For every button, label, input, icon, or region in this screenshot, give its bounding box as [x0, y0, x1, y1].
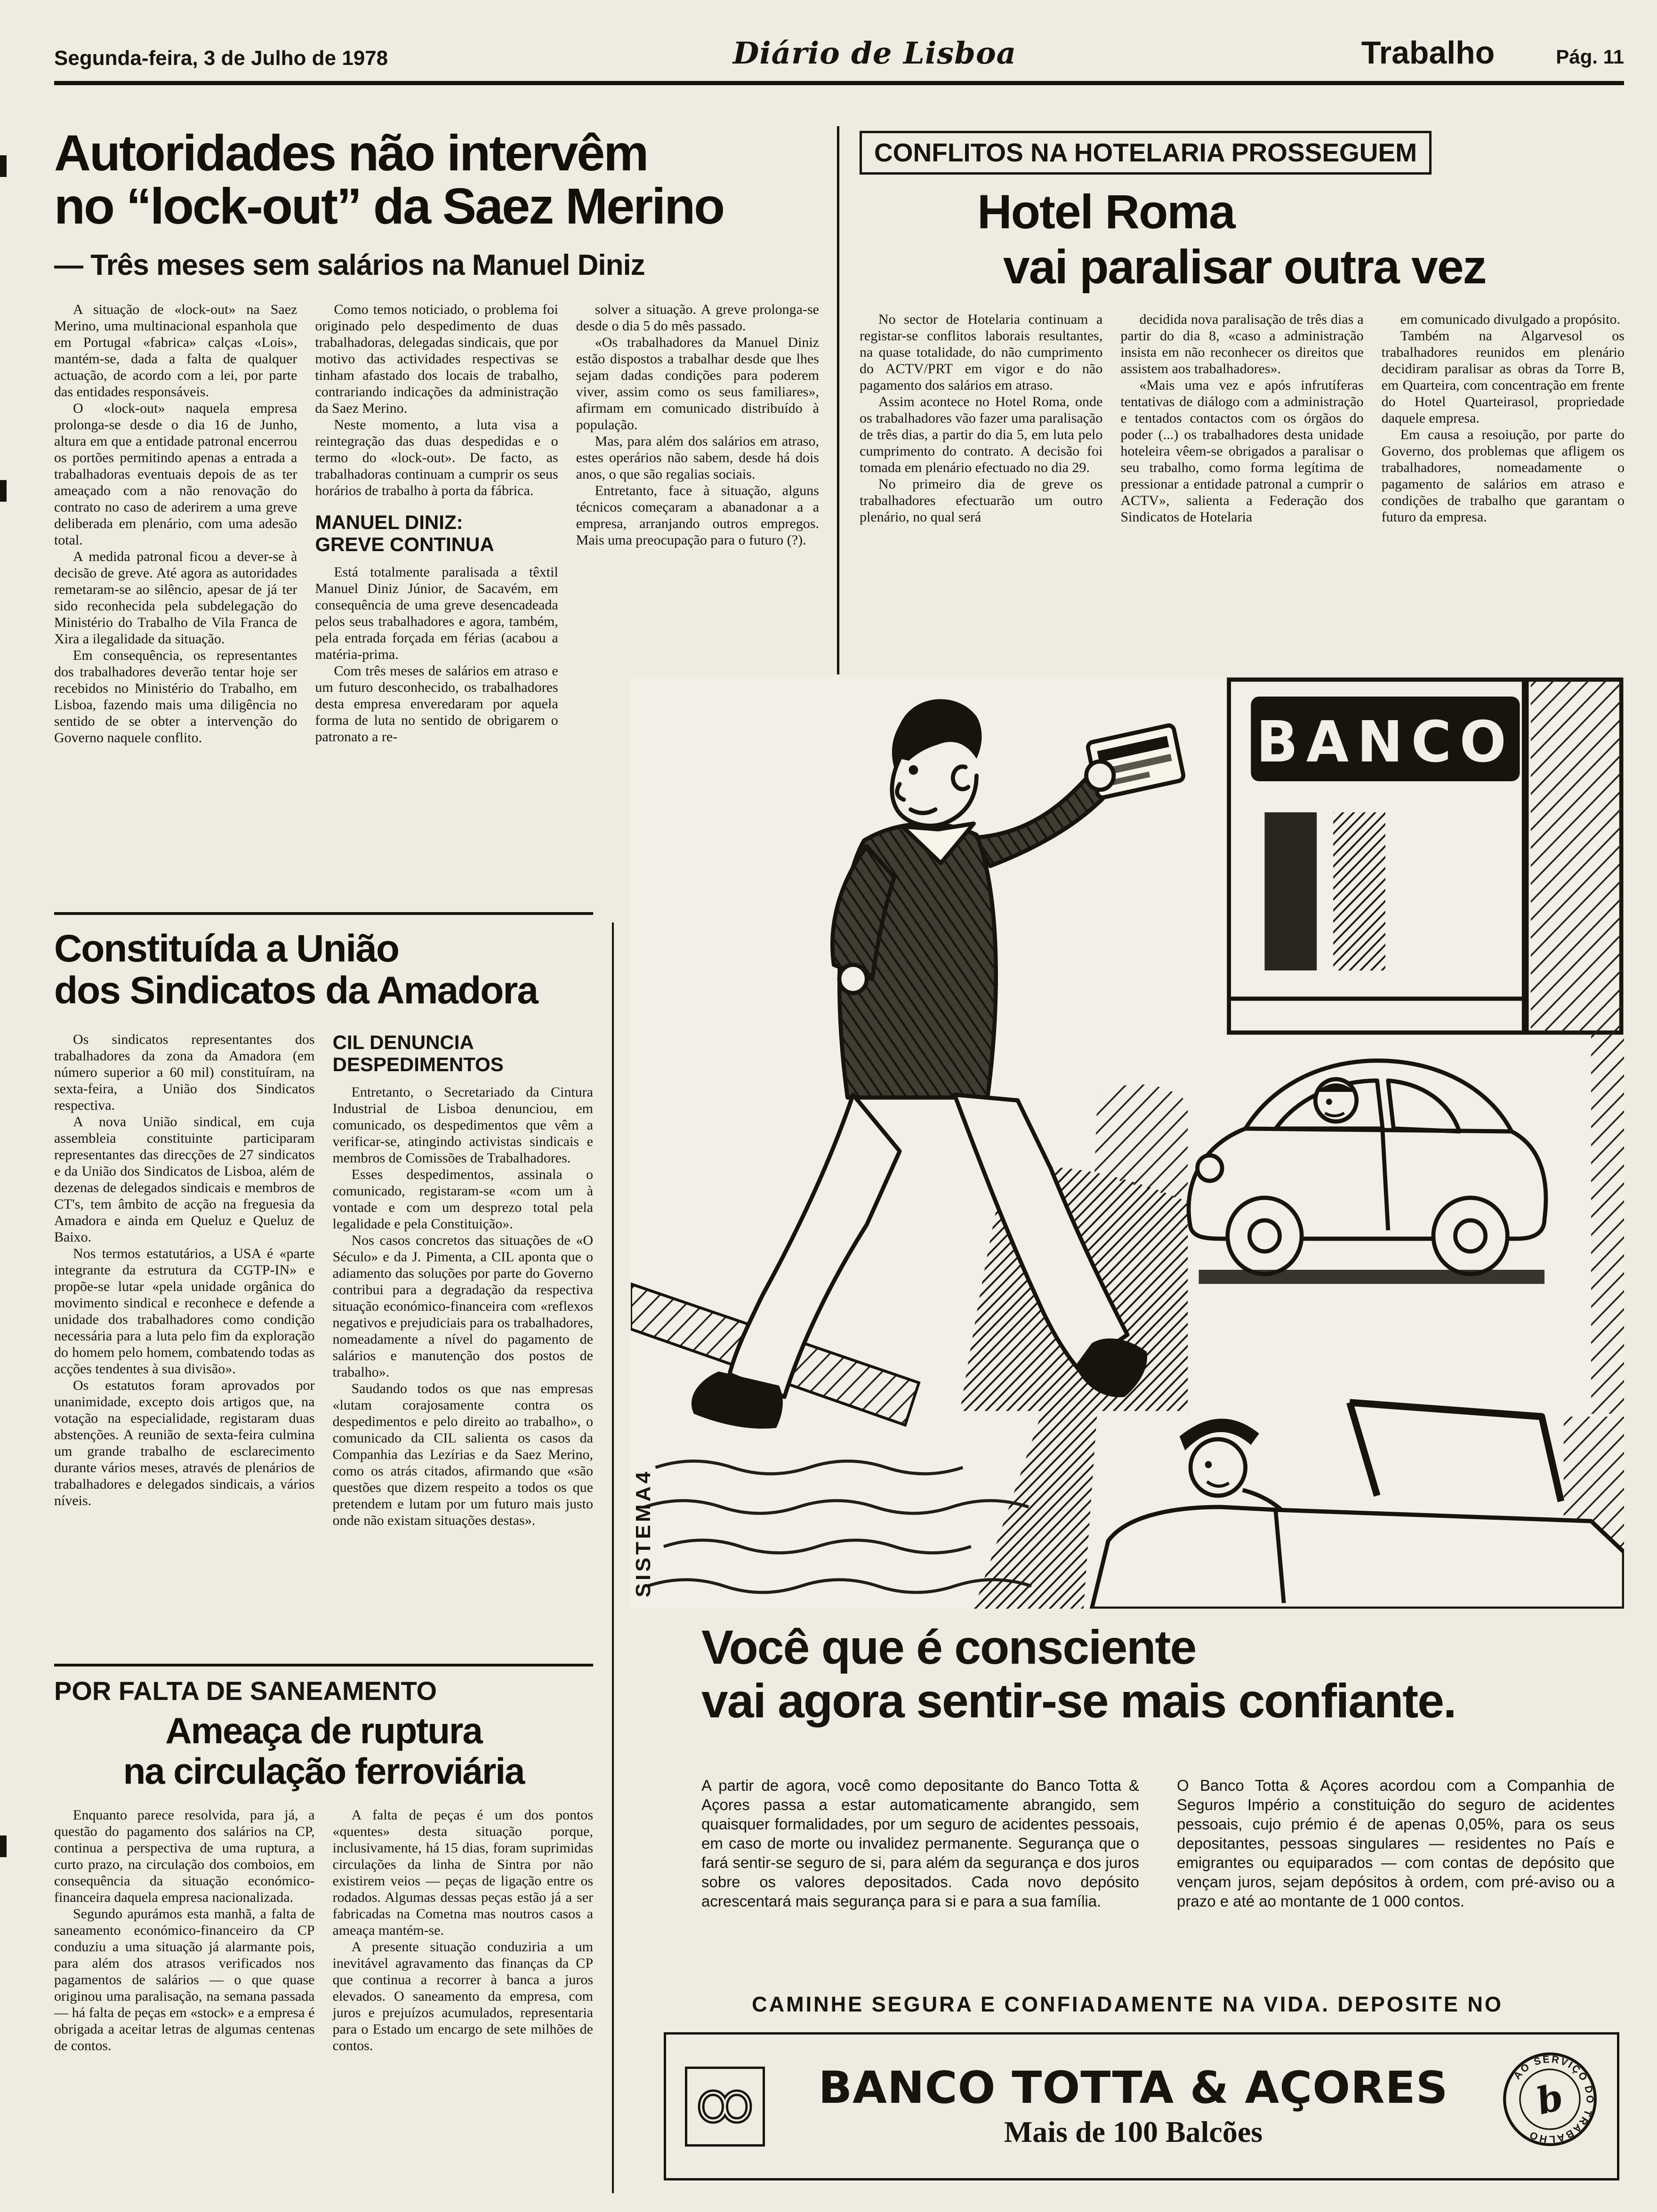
- car-driver: [1315, 1079, 1356, 1122]
- article-columns: [860, 311, 1625, 641]
- paragraph: Entretanto, o Secretariado da Cintura Industrial de Lisboa denunciou, em comunicado, os despedimentos que vêm a verificar-se, atingindo activistas sindicais e membros de Comissões de Trabalhadores.: [332, 1084, 593, 1166]
- column-part: [315, 301, 558, 499]
- vertical-divider: [612, 922, 614, 2193]
- paragraph: Nos termos estatutários, a USA é «parte integrante da estrutura da CGTP-IN» e propõe-se lutar «pela unidade orgânica do movimento sindical e reconhece e defende a unidade dos trabalhadores como condição necessária para a luta pelo fim da exploração do homem pelo homem, combatendo todas as acções tendentes à sua divisão».: [54, 1246, 315, 1377]
- banco-totta-ad: [631, 677, 1624, 2193]
- headline-line: na circulação ferroviária: [123, 1750, 524, 1792]
- masthead: Diário de Lisboa: [732, 36, 1017, 71]
- totta-logo-box: [685, 2067, 765, 2147]
- kicker: CONFLITOS NA HOTELARIA PROSSEGUEM: [860, 131, 1432, 175]
- hatched-wall: [1591, 1033, 1624, 1414]
- paragraph: A medida patronal ficou a dever-se à decisão de greve. Até agora as autoridades remetaram-se ao silêncio, apesar de já ter sido reconhecida pela subdelegação do Ministério do Trabalho de Vila Franca de Xira a ilegalidade da situação.: [54, 548, 298, 647]
- headline: [54, 1711, 593, 1792]
- artist-signature: SISTEMA4: [632, 1468, 655, 1597]
- edge-mark: [0, 1835, 7, 1857]
- bank-building: [1229, 680, 1622, 1033]
- article-columns: [54, 1031, 593, 1638]
- header-right: [1361, 37, 1624, 69]
- paragraph: «Mais uma vez e após infrutíferas tentativas de diálogo com a administração e tentados contactos com os órgãos do poder (...) os trabalhadores desta unidade hoteleira vêem-se obrigados a paralisar o seu trabalho, como forma legítima de pressionar a entidade patronal a cumprir o ACTV», salienta a Federação dos Sindicatos de Hotelaria: [1120, 377, 1364, 525]
- paragraph: Com três meses de salários em atraso e um futuro desconhecido, os trabalhadores desta empresa enveredaram por aquela forma de luta no sentido de obrigarem o patronato a re-: [315, 663, 558, 745]
- article-column: [333, 1031, 594, 1638]
- paragraph: em comunicado divulgado a propósito.: [1400, 312, 1621, 328]
- bank-name: BANCO TOTTA & AÇORES: [818, 2062, 1448, 2114]
- column-subhead-line: GREVE CONTINUA: [315, 533, 494, 555]
- article-columns: [54, 1807, 593, 2183]
- paragraph: Os estatutos foram aprovados por unanimidade, excepto dois artigos que, na votação na especialidade, registaram duas abstenções. A reunião de sexta-feira culmina um grande trabalho de esclarecimento durante vários meses, através de plenários de trabalhadores e delegados sindicais, a vários níveis.: [54, 1378, 315, 1509]
- kicker: POR FALTA DE SANEAMENTO: [54, 1676, 437, 1706]
- column-subhead-line: CIL DENUNCIA: [332, 1031, 474, 1054]
- paragraph: Esses despedimentos, assinala o comunicado, registaram-se «com um à vontade e com um desprezo total pela legalidade e pela Constituição».: [332, 1167, 593, 1232]
- article-column: [315, 301, 558, 880]
- ad-body-right: O Banco Totta & Açores acordou com a Companhia de Seguros Império a constituição do seguro de acidentes pessoais, cujo prémio é de apenas 0,05%, para os seus depositantes, pessoas singulares — residentes no País e emigrantes ou equiparados — com contas de depósito que vençam juros, sejam depósitos à ordem, com pré-aviso ou a prazo e até ao montante de 1 000 contos.: [1177, 1777, 1615, 1910]
- ad-slogan: CAMINHE SEGURA E CONFIADAMENTE NA VIDA. DEPOSITE NO: [752, 1992, 1503, 2016]
- column-subhead: [315, 511, 558, 555]
- headline-line: vai paralisar outra vez: [1003, 240, 1486, 294]
- car-shadow: [1199, 1270, 1544, 1284]
- column-part: [315, 564, 558, 745]
- badge-ring-text: AO SERVIÇO DO TRABALHO: [1511, 2053, 1596, 2145]
- headline-line: dos Sindicatos da Amadora: [54, 969, 538, 1012]
- headline-line: Ameaça de ruptura: [165, 1710, 482, 1751]
- article-cp-ferrovia: [54, 1664, 593, 2183]
- article-column: [54, 1031, 315, 1638]
- ad-logo-bar: [664, 2032, 1619, 2180]
- totta-knot-icon: [692, 2074, 758, 2140]
- paragraph: decidida nova paralisação de três dias a partir do dia 8, «caso a administração insista em não reconhecer os direitos que assistem aos trabalhadores».: [1120, 312, 1364, 377]
- paragraph: Como temos noticiado, o problema foi originado pelo despedimento de duas trabalhadoras, delegadas sindicais, que por motivo das actividades respectivas se tinham afastado dos locais de trabalho, contrariando indicações da administração da Saez Merino.: [315, 301, 558, 416]
- paragraph: No primeiro dia de greve os trabalhadores efectuarão um outro plenário, no qual será: [860, 476, 1103, 525]
- paragraph: Está totalmente paralisada a têxtil Manuel Diniz Júnior, de Sacavém, em consequência de uma greve desencadeada pelos seus trabalhadores e agora, também, pela entrada forçada em férias (acabou a matéria-prima.: [315, 564, 558, 662]
- ad-body-left: A partir de agora, você como depositante do Banco Totta & Açores passa a estar automaticamente abrangido, sem quaisquer formalidades, por um seguro de acidentes pessoais, em caso de morte ou invalidez permanente. Segurança que o fará sentir-se seguro de si, para além da segurança e dos juros sobre os valores depositados. Cada novo depósito acrescentará mais segurança para si e para a sua família.: [701, 1777, 1139, 1910]
- article-column: [54, 301, 297, 880]
- vertical-divider: [837, 126, 839, 674]
- ad-headline: [701, 1620, 1456, 1728]
- ad-headline-line: Você que é consciente: [701, 1620, 1196, 1674]
- headline: [54, 126, 819, 233]
- paragraph: A falta de peças é um dos pontos «quentes» desta situação porque, inclusivamente, há 15 dias, foram suprimidas circulações da linha de Sintra por não existirem veios — peças de ligação entre os rodados. Algumas dessas peças estão já a ser fabricadas na Cometna mas noutros casos a ameaça mantém-se.: [332, 1807, 593, 1938]
- bank-name-block: [788, 2062, 1478, 2148]
- paragraph: Em consequência, os representantes dos trabalhadores deverão tentar hoje ser recebidos no Ministério do Trabalho, em Lisboa, fazendo mais uma diligência no sentido de se obter a intervenção do Governo naquele conflito.: [54, 647, 298, 745]
- column-subhead: [333, 1031, 594, 1075]
- paragraph: solver a situação. A greve prolonga-se desde o dia 5 do mês passado.: [576, 301, 819, 334]
- article-column: [1382, 311, 1625, 641]
- paragraph: O «lock-out» naquela empresa prolonga-se desde o dia 16 de Junho, altura em que a entidade patronal encerrou os portões permitindo apenas a entrada a trabalhadoras eventuais depois de as ter ameaçado com a não renovação do contrato no caso de aderirem a uma greve deliberada em plenário, com uma adesão total.: [54, 400, 298, 548]
- paragraph: Neste momento, a luta visa a reintegração das duas despedidas e o termo do «lock-out». De facto, as trabalhadoras continuam a cumprir os seus horários de trabalho à porta da fábrica.: [315, 417, 558, 498]
- paragraph: Entretanto, face à situação, alguns técnicos começaram a abanadonar a a empresa, arranjando outros empregos. Mais uma preocupação para o futuro (?).: [576, 482, 819, 548]
- article-column: [860, 311, 1102, 641]
- column-subhead-line: MANUEL DINIZ:: [315, 511, 463, 533]
- article-column: [54, 1807, 315, 2183]
- edge-mark: [0, 155, 7, 177]
- page-header: [54, 37, 1624, 69]
- headline-line: no “lock-out” da Saez Merino: [54, 177, 724, 235]
- bank-tagline: Mais de 100 Balcões: [1004, 2115, 1263, 2148]
- bank-badge: [1491, 2041, 1609, 2158]
- issue-date: Segunda-feira, 3 de Julho de 1978: [54, 47, 388, 70]
- paragraph: Também na Algarvesol os trabalhadores reunidos em plenário decidiram paralisar as obras da Torre B, em Quarteira, com concentração em frente do Hotel Quarteirasol, propriedade daquele empresa.: [1381, 328, 1625, 426]
- headline-line: Constituída a União: [54, 927, 399, 970]
- paragraph: A presente situação conduziria a um inevitável agravamento das finanças da CP que continua a recorrer à banca a juros elevados. O saneamento da empresa, com juros e prejuízos acumulados, representaria para o Estado um encargo de sete milhões de contos.: [332, 1939, 593, 2053]
- paragraph: Enquanto parece resolvida, para já, a questão do pagamento dos salários na CP, continua a perspectiva de uma ruptura, a curto prazo, na circulação dos comboios, em consequência da situação económico-financeira daquela empresa nacionalizada.: [54, 1807, 315, 1905]
- banco-sign: BANCO: [1256, 709, 1515, 775]
- headline: [54, 928, 593, 1011]
- ad-body: [701, 1776, 1615, 1911]
- column-part: [333, 1084, 594, 1529]
- paragraph: Segundo apurámos esta manhã, a falta de saneamento económico-financeiro da CP conduziu a uma situação já alarmante pois, para além dos atrasos verificados nos pagamentos de salários — o que quase originou uma paralisação, na semana passada — há falta de peças em «stock» e a empresa é obrigada a aceitar letras de algumas centenas de contos.: [54, 1906, 315, 2053]
- paragraph: Em causa a resoiução, por parte do Governo, dos problemas que afligem os trabalhadores, nomeadamente o pagamento de salários em atraso e condições de trabalho que garantam o futuro da empresa.: [1381, 427, 1625, 525]
- paragraph: No sector de Hotelaria continuam a registar-se conflitos laborais resultantes, na quase totalidade, do não cumprimento do ACTV/PRT em vigor e do não pagamento dos salários em atraso.: [860, 312, 1103, 393]
- badge-letter: b: [1532, 2075, 1568, 2124]
- headline-line: Hotel Roma: [977, 185, 1235, 239]
- article-column: [333, 1807, 594, 2183]
- ad-headline-line: vai agora sentir-se mais confiante.: [701, 1674, 1456, 1728]
- paragraph: Assim acontece no Hotel Roma, onde os trabalhadores vão fazer uma paralisação de três dias, a partir do dia 5, em luta pelo cumprimento do contrato. A decisão foi tomada em plenário efectuado no dia 29.: [860, 394, 1103, 476]
- article-column: [1120, 311, 1363, 641]
- headline-line: Autoridades não intervêm: [54, 124, 648, 181]
- subhead: — Três meses sem salários na Manuel Diniz: [54, 248, 645, 281]
- bank-ad-cartoon: [631, 677, 1624, 1609]
- header-rule: [54, 81, 1624, 85]
- edge-mark: [0, 480, 7, 502]
- paragraph: Nos casos concretos das situações de «O Século» e da J. Pimenta, a CIL aponta que o adiamento das soluções por parte do Governo contribui para a degradação da respectiva situação económico-financeira com «reflexos negativos e prejudiciais para os trabalhadores, nomeadamente a nível do pagamento de salários e manutenção dos postos de trabalho».: [332, 1233, 593, 1380]
- paragraph: A situação de «lock-out» na Saez Merino, uma multinacional espanhola que em Portugal «fabrica» calças «Lois», mantém-se, dada a falta de qualquer actuação, de acordo com a lei, por parte das entidades responsáveis.: [54, 301, 298, 400]
- article-hotel-roma: [860, 131, 1625, 641]
- section-title: Trabalho: [1361, 35, 1495, 71]
- page-number: Pág. 11: [1556, 46, 1624, 68]
- column-subhead-line: DESPEDIMENTOS: [332, 1053, 504, 1076]
- paragraph: «Os trabalhadores da Manuel Diniz estão dispostos a trabalhar desde que lhes sejam dadas condições para poderem viver, assim como os seus familiares», afirmam em comunicado distribuído à população.: [576, 334, 819, 433]
- paragraph: Mas, para além dos salários em atraso, estes operários não sabem, desde há dois anos, o que são regalias sociais.: [576, 433, 819, 482]
- paragraph: Os sindicatos representantes dos trabalhadores da zona da Amadora (em número superior a 60 mil) constituíram, na sexta-feira, a União dos Sindicatos respectiva.: [54, 1032, 315, 1114]
- paragraph: A nova União sindical, em cuja assembleia constituinte participaram representantes das direcções de 27 sindicatos e da União dos Sindicatos de Lisboa, além de dezenas de delegados sindicais e membros de CT's, tem âmbito de acção na freguesia da Amadora e ainda em Queluz e Queluz de Baixo.: [54, 1114, 315, 1245]
- article-uniao-amadora: [54, 912, 593, 1638]
- paragraph: Saudando todos os que nas empresas «lutam corajosamente contra os despedimentos e pelo direito ao trabalho», o comunicado da CIL salienta os casos da Companhia das Lezírias e da Saez Merino, como os atrás citados, afirmando que «são questões que dizem respeito a todos os que pretendem e lutam por um futuro mais justo onde não existam situações destas».: [332, 1381, 593, 1529]
